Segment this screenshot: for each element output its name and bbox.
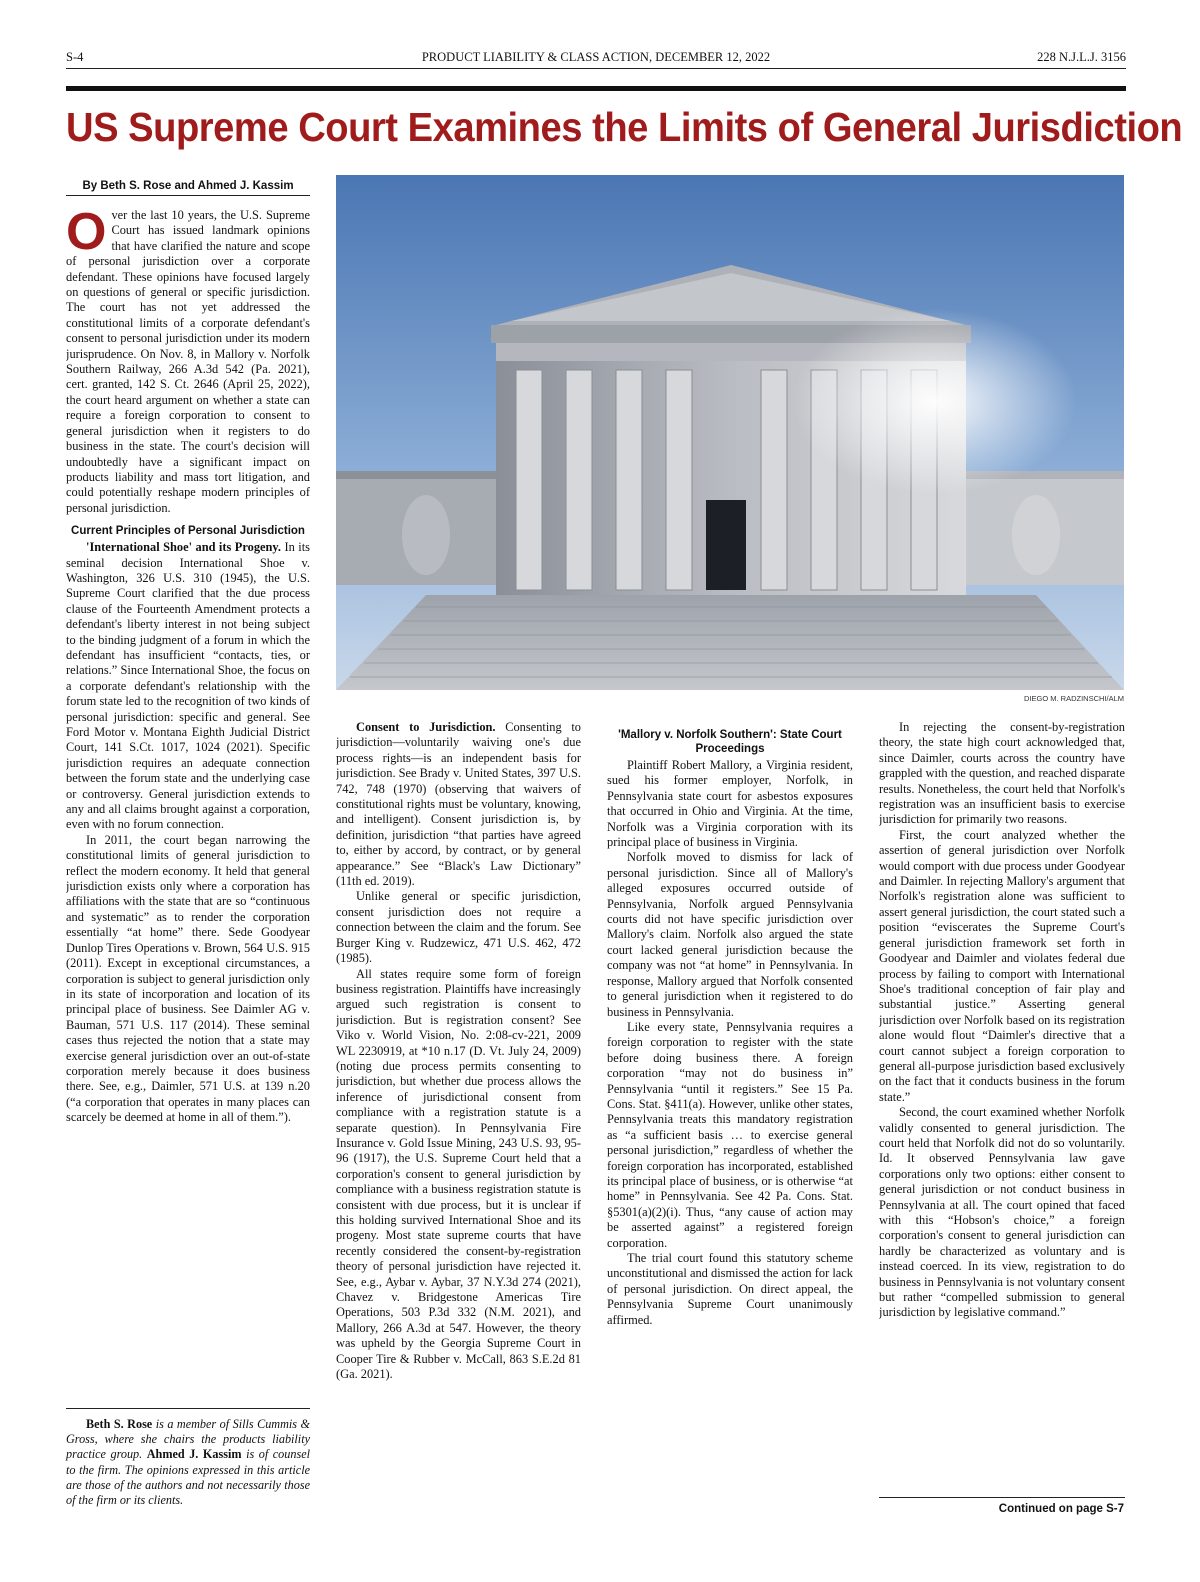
consent-lead: Consent to Jurisdiction. <box>356 720 496 734</box>
section2-paragraph: First, the court analyzed whether the assertion of general jurisdiction over Norfolk would comport with due process under Goodyear and Daimler. In rejecting Mallory's argument that Norfolk's registration alone was sufficient to assert general jurisdiction, the court stated such a position “eviscerates the Supreme Court's general jurisdiction framework set forth in Goodyear and Daimler and violates federal due process by failing to comport with International Shoe's traditional conception of fair play and substantial justice.” Asserting general jurisdiction over Norfolk based on its registration alone would flout “Daimler's directive that a court cannot subject a foreign corporation to general all-purpose jurisdiction based exclusively on the fact that it conducts business in the forum state.” <box>879 827 1125 1104</box>
section1-lead: 'International Shoe' and its Progeny. <box>86 540 282 555</box>
section2-paragraph: Norfolk moved to dismiss for lack of personal jurisdiction. Since all of Mallory's alleged exposures occurred outside of Pennsylvania, Norfolk argued Pennsylvania courts did not have specific jurisdiction over Mallory's claim. Norfolk also argued the state court lacked general jurisdiction because the company was not “at home” in Pennsylvania. In response, Mallory argued that Norfolk consented to general jurisdiction when it registered to do business in Pennsylvania. <box>607 850 853 1019</box>
publication-line: PRODUCT LIABILITY & CLASS ACTION, DECEMBER 12, 2022 <box>421 50 771 64</box>
photo-credit: DIEGO M. RADZINSCHI/ALM <box>1023 694 1124 703</box>
byline: By Beth S. Rose and Ahmed J. Kassim <box>66 180 310 196</box>
section2-paragraph: Plaintiff Robert Mallory, a Virginia resident, sued his former employer, Norfolk, in Pennsylvania state court for asbestos exposures that occurred in Ohio and Virginia. At the time, Norfolk was a Virginia corporation with its principal place of business in Virginia. <box>607 758 853 850</box>
continued-link[interactable]: Continued on page S-7 <box>998 1503 1124 1515</box>
drop-cap: O <box>66 208 107 261</box>
article-title: US Supreme Court Examines the Limits of General Jurisdiction <box>66 104 1183 150</box>
intro-paragraph <box>66 208 310 516</box>
section-heading-mallory: 'Mallory v. Norfolk Southern': State Court Proceedings <box>618 729 842 755</box>
consent-paragraph: All states require some form of foreign business registration. Plaintiffs have increasingly argued such registration is consent to jurisdiction. But is registration consent? See Viko v. World Vision, No. 2:08-cv-221, 2009 WL 2230919, at *10 n.17 (D. Vt. July 24, 2009) (noting due process permits consenting to jurisdiction, but whether due process allows the inference of jurisdictional consent from compliance with a registration statute is a separate question). In Pennsylvania Fire Insurance v. Gold Issue Mining, 243 U.S. 93, 95-96 (1917), the U.S. Supreme Court held that a corporation's consent to general jurisdiction by compliance with a business registration statute is consistent with due process, but it is unclear if this holding survived International Shoe and its progeny. Most state supreme courts that have recently considered the consent-by-registration theory of personal jurisdiction have rejected it. See, e.g., Aybar v. Aybar, 37 N.Y.3d 274 (2021), Chavez v. Bridgestone Americas Tire Operations, 503 P.3d 332 (N.M. 2021), and Mallory, 266 A.3d at 547. However, the theory was upheld by the Georgia Supreme Court in Cooper Tire & Rubber v. McCall, 863 S.E.2d 81 (Ga. 2021). <box>336 966 581 1382</box>
consent-paragraph: Unlike general or specific jurisdiction, consent jurisdiction does not require a connection between the claim and the forum. See Burger King v. Rudzewicz, 471 U.S. 462, 472 (1985). <box>336 889 581 966</box>
article-column-4 <box>879 720 1125 1495</box>
section1-paragraph: In 2011, the court began narrowing the constitutional limits of general jurisdiction to reflect the modern economy. It held that general jurisdiction exists only where a corporation has affiliations with the state that are so “continuous and systematic” as to render the corporation essentially “at home” there. Sede Goodyear Dunlop Tires Operations v. Brown, 564 U.S. 915 (2011). Except in exceptional circumstances, a corporation is subject to general jurisdiction only in its state of incorporation and location of its principal place of business. See Daimler AG v. Bauman, 571 U.S. 117 (2014). These seminal cases thus rejected the notion that a state may exercise general jurisdiction over an out-of-state corporation merely because it does business there. See, e.g., Daimler, 571 U.S. at 139 n.20 (“a corporation that operates in many places can scarcely be deemed at home in all of them.”). <box>66 832 310 1125</box>
article-column-3 <box>607 720 853 1520</box>
consent-paragraph: Consent to Jurisdiction. Consenting to jurisdiction—voluntarily waiving one's due process rights—is an independent basis for jurisdiction. See Brady v. United States, 397 U.S. 742, 748 (1970) (observing that waivers of constitutional rights must be voluntary, knowing, and intelligent). Consent jurisdiction is, by definition, jurisdiction “that parties have agreed to, either by accord, by contract, or by general appearance.” See “Black's Law Dictionary” (11th ed. 2019). <box>336 720 581 889</box>
author-bio-1: is a member of Sills Cummis & Gross, where she chairs the products liability practice group. <box>66 1417 310 1462</box>
article-column-1 <box>66 208 310 1394</box>
section-heading-current-principles: Current Principles of Personal Jurisdiction <box>71 525 305 538</box>
section2-paragraph: In rejecting the consent-by-registration theory, the state high court acknowledged that, since Daimler, courts across the country have grappled with the question, and reached disparate results. Nonetheless, the court held that Norfolk's registration was an insufficient basis to exercise jurisdiction for primarily two reasons. <box>879 720 1125 827</box>
section2-paragraph: Second, the court examined whether Norfolk validly consented to general jurisdiction. The court held that Norfolk did not do so voluntarily. Id. It observed Pennsylvania law gave corporations only two options: either consent to general jurisdiction or not conduct business in Pennsylvania at all. The court opined that faced with this “Hobson's choice,” a foreign corporation's consent to general jurisdiction can hardly be characterized as voluntary and is instead coerced. In its view, registration to do business in Pennsylvania is not voluntary consent but rather “compelled submission to general jurisdiction by legislative command.” <box>879 1105 1125 1320</box>
author-name-1: Beth S. Rose <box>86 1417 153 1431</box>
supreme-court-photo <box>336 175 1124 690</box>
section1-paragraph: 'International Shoe' and its Progeny. In its seminal decision International Shoe v. Washington, 326 U.S. 310 (1945), the U.S. Supreme Court clarified that the due process clause of the Fourteenth Amendment protects a defendant's liberty interest in not being subject to the binding judgment of a forum in which the defendant has insufficient “contacts, ties, or relations.” Since International Shoe, the focus on a corporate defendant's relationship with the forum state led to the recognition of two kinds of personal jurisdiction: specific and general. See Ford Motor v. Montana Eighth Judicial District Court, 141 S.Ct. 1017, 1024 (2021). Specific jurisdiction requires an adequate connection between the forum state and the underlying case or controversy. General jurisdiction extends to any and all claims brought against a corporation, even with no forum connection. <box>66 540 310 832</box>
continued-rule <box>879 1497 1125 1498</box>
page-number: S-4 <box>66 50 84 64</box>
author-bio <box>66 1408 310 1508</box>
running-header <box>66 50 1126 69</box>
section2-paragraph: Like every state, Pennsylvania requires a foreign corporation to register with the state before doing business there. A foreign corporation “may not do business in” Pennsylvania “until it registers.” See 15 Pa. Cons. Stat. §411(a). However, unlike other states, Pennsylvania treats this mandatory registration as “a sufficient basis … to exercise general personal jurisdiction,” regardless of whether the foreign corporation has incorporated, established its principal place of business, or is otherwise “at home” in Pennsylvania. See 42 Pa. Cons. Stat. §5301(a)(2)(i). Thus, “any cause of action may be asserted against” a registered foreign corporation. <box>607 1019 853 1250</box>
header-rule <box>66 86 1126 91</box>
author-name-2: Ahmed J. Kassim <box>146 1447 242 1462</box>
citation: 228 N.J.L.J. 3156 <box>1037 50 1126 64</box>
author-bio-2: is of counsel to the firm. The opinions expressed in this article are those of the authors and not necessarily those of the firm or its clients. <box>66 1447 310 1508</box>
section2-paragraph: The trial court found this statutory scheme unconstitutional and dismissed the action for lack of personal jurisdiction. On direct appeal, the Pennsylvania Supreme Court unanimously affirmed. <box>607 1251 853 1327</box>
article-column-2 <box>336 720 581 1520</box>
intro-text: ver the last 10 years, the U.S. Supreme Court has issued landmark opinions that have clarified the nature and scope of personal jurisdiction over a corporate defendant. These opinions have focused largely on questions of general or specific jurisdiction. The court has not yet addressed the constitutional limits of a corporate defendant's consent to personal jurisdiction under its modern jurisprudence. On Nov. 8, in Mallory v. Norfolk Southern Railway, 266 A.3d 542 (Pa. 2021), cert. granted, 142 S. Ct. 2646 (April 25, 2022), the court heard argument on whether a state can require a foreign corporation to consent to general jurisdiction when it registers to do business in the state. The court's decision will undoubtedly have a significant impact on products liability and mass tort litigation, and could potentially reshape modern principles of personal jurisdiction. <box>66 208 310 515</box>
